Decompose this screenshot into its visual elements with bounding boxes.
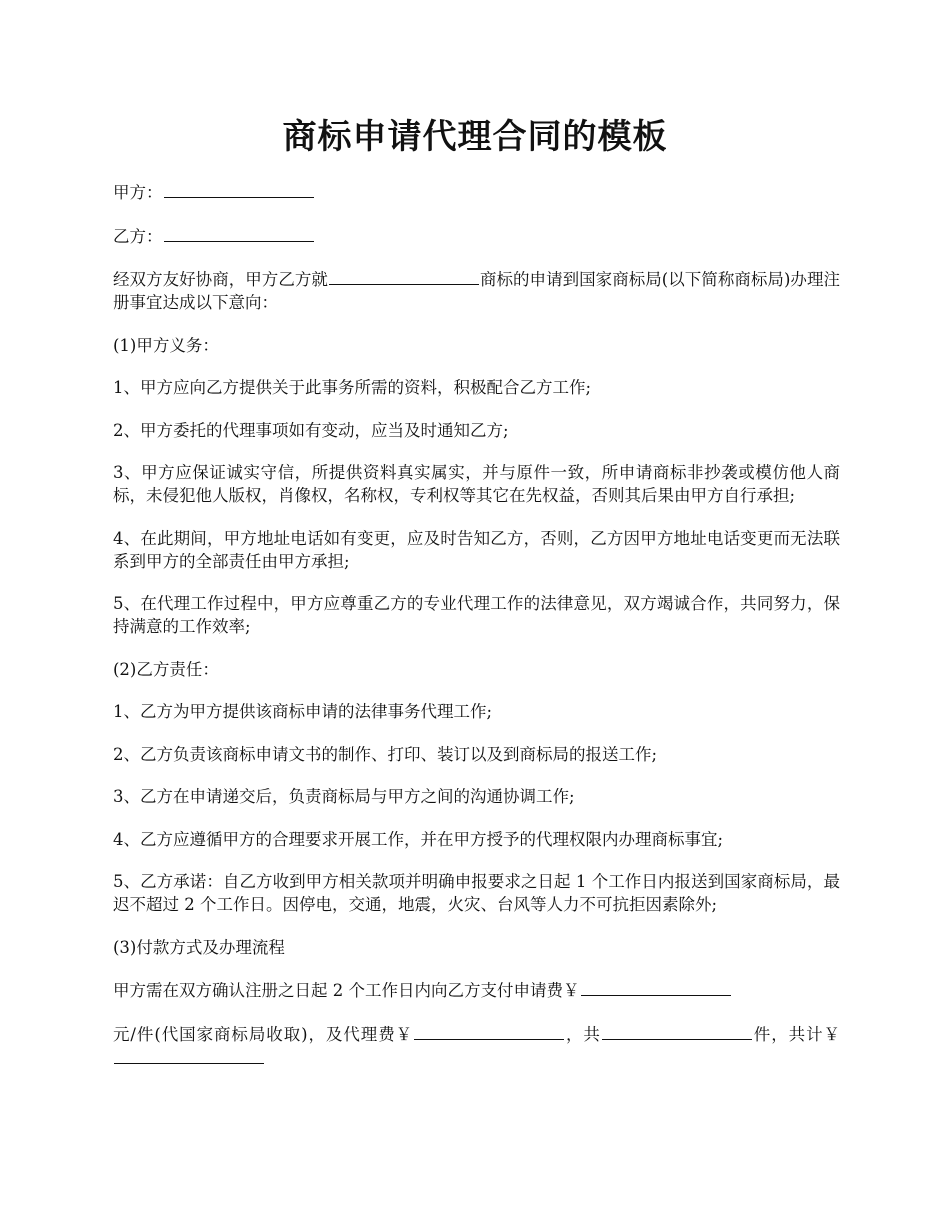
- document-body: [113, 180, 840, 1089]
- application-fee-blank: [581, 978, 731, 996]
- trademark-name-blank: [329, 267, 479, 285]
- item-count-blank: [602, 1022, 752, 1040]
- intro-paragraph: [113, 267, 840, 314]
- section2-item: 5、乙方承诺：自乙方收到甲方相关款项并明确申报要求之日起 1 个工作日内报送到国家商标局，最迟不超过 2 个工作日。因停电，交通，地震，火灾、台风等人力不可抗拒因素除外;: [113, 872, 840, 914]
- party-a-label: 甲方：: [113, 183, 163, 202]
- section2-item: 2、乙方负责该商标申请文书的制作、打印、装订以及到商标局的报送工作;: [113, 744, 658, 764]
- intro-text-start: 经双方友好协商，甲方乙方就: [113, 270, 328, 289]
- section2-item: 3、乙方在申请递交后，负责商标局与甲方之间的沟通协调工作;: [113, 787, 575, 806]
- party-a-line: [113, 180, 840, 204]
- section1-item: 1、甲方应向乙方提供关于此事务所需的资料，积极配合乙方工作;: [113, 378, 592, 397]
- section2-item: 4、乙方应遵循甲方的合理要求开展工作，并在甲方授予的代理权限内办理商标事宜;: [113, 829, 724, 849]
- payment-line-1: [113, 978, 840, 1002]
- payment-line-2-text-b: ，共: [565, 1024, 601, 1044]
- payment-line-2-text-a: 元/件(代国家商标局收取)，及代理费￥: [113, 1024, 414, 1044]
- party-b-blank: [164, 224, 314, 242]
- section1-heading: (1)甲方义务：: [113, 335, 219, 355]
- agency-fee-blank: [414, 1022, 564, 1040]
- payment-line-2-text-c: 件，共计￥: [752, 1024, 841, 1044]
- section2-heading: (2)乙方责任：: [113, 659, 219, 679]
- intro-text-end: 商标的申请到国家商标局(以下简称商标局)办理注册事宜达成以下意向：: [113, 270, 840, 312]
- section1-item: 5、在代理工作过程中，甲方应尊重乙方的专业代理工作的法律意见，双方竭诚合作，共同努力，保持满意的工作效率;: [113, 594, 840, 636]
- section1-item: 2、甲方委托的代理事项如有变动，应当及时通知乙方;: [113, 420, 509, 440]
- section3-heading: (3)付款方式及办理流程: [113, 937, 285, 957]
- section1-item: 3、甲方应保证诚实守信，所提供资料真实属实，并与原件一致，所申请商标非抄袭或模仿他人商标，未侵犯他人版权，肖像权，名称权，专利权等其它在先权益，否则其后果由甲方自行承担;: [113, 463, 840, 505]
- payment-line-1-text: 甲方需在双方确认注册之日起 2 个工作日内向乙方支付申请费￥: [113, 981, 580, 1000]
- total-amount-blank: [114, 1046, 264, 1064]
- section2-item: 1、乙方为甲方提供该商标申请的法律事务代理工作;: [113, 702, 493, 721]
- payment-line-2: [113, 1022, 840, 1070]
- section1-item: 4、在此期间，甲方地址电话如有变更，应及时告知乙方，否则，乙方因甲方地址电话变更而无法联系到甲方的全部责任由甲方承担;: [113, 528, 840, 571]
- party-b-label: 乙方：: [113, 226, 163, 246]
- party-b-line: [113, 224, 840, 248]
- document-title: 商标申请代理合同的模板: [282, 117, 668, 157]
- party-a-blank: [164, 180, 314, 198]
